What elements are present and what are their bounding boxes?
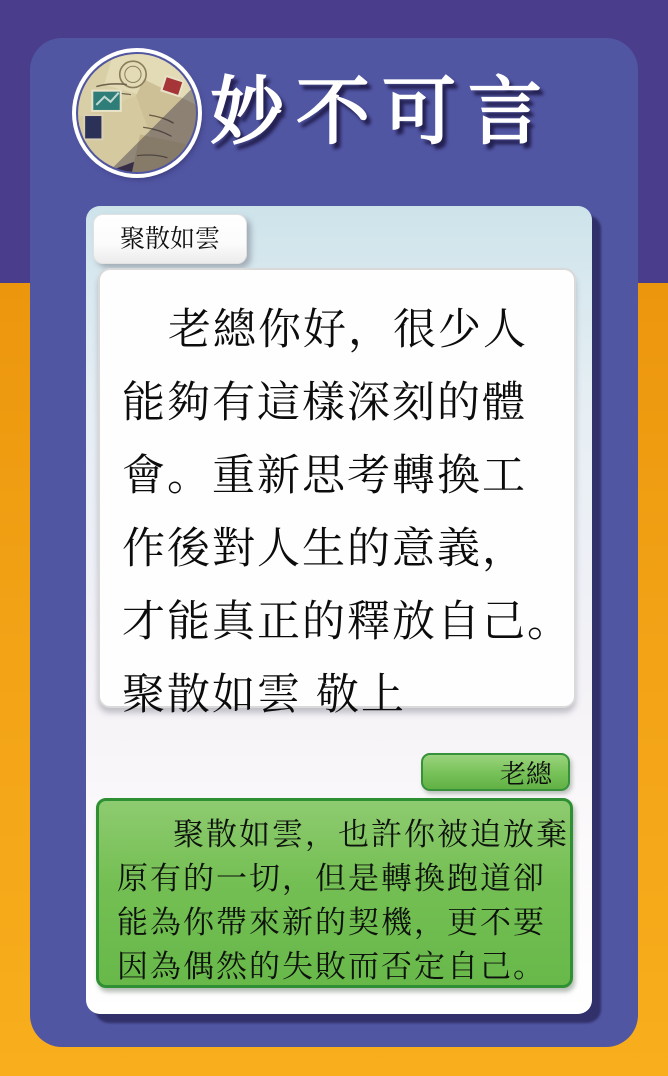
letters-photo-icon — [76, 52, 198, 174]
sender-message-signature: 聚散如雲 敬上 — [122, 671, 406, 719]
sender-message-line: 會。重新思考轉換工 — [122, 452, 527, 500]
receiver-message-line: 能為你帶來新的契機，更不要 — [117, 905, 546, 940]
sender-message-line: 老總你好，很少人 — [168, 306, 528, 354]
avatar — [76, 52, 198, 174]
receiver-name-tag: 老總 — [421, 753, 570, 791]
receiver-message-bubble — [96, 798, 573, 988]
sender-message-bubble — [98, 268, 576, 719]
receiver-message-line: 聚散如雲，也許你被迫放棄 — [173, 817, 569, 852]
receiver-message-line: 原有的一切，但是轉換跑道卻 — [117, 861, 546, 896]
page-title: 妙不可言 — [210, 70, 554, 153]
sender-message-line: 作後對人生的意義， — [122, 525, 527, 573]
sender-name-tag: 聚散如雲 — [93, 214, 247, 264]
chat-card — [86, 206, 592, 1014]
sender-message-line: 能夠有這樣深刻的體 — [122, 379, 527, 427]
sender-message-line: 才能真正的釋放自己。 — [122, 598, 572, 646]
receiver-message-line: 因為偶然的失敗而否定自己。 — [117, 949, 546, 984]
